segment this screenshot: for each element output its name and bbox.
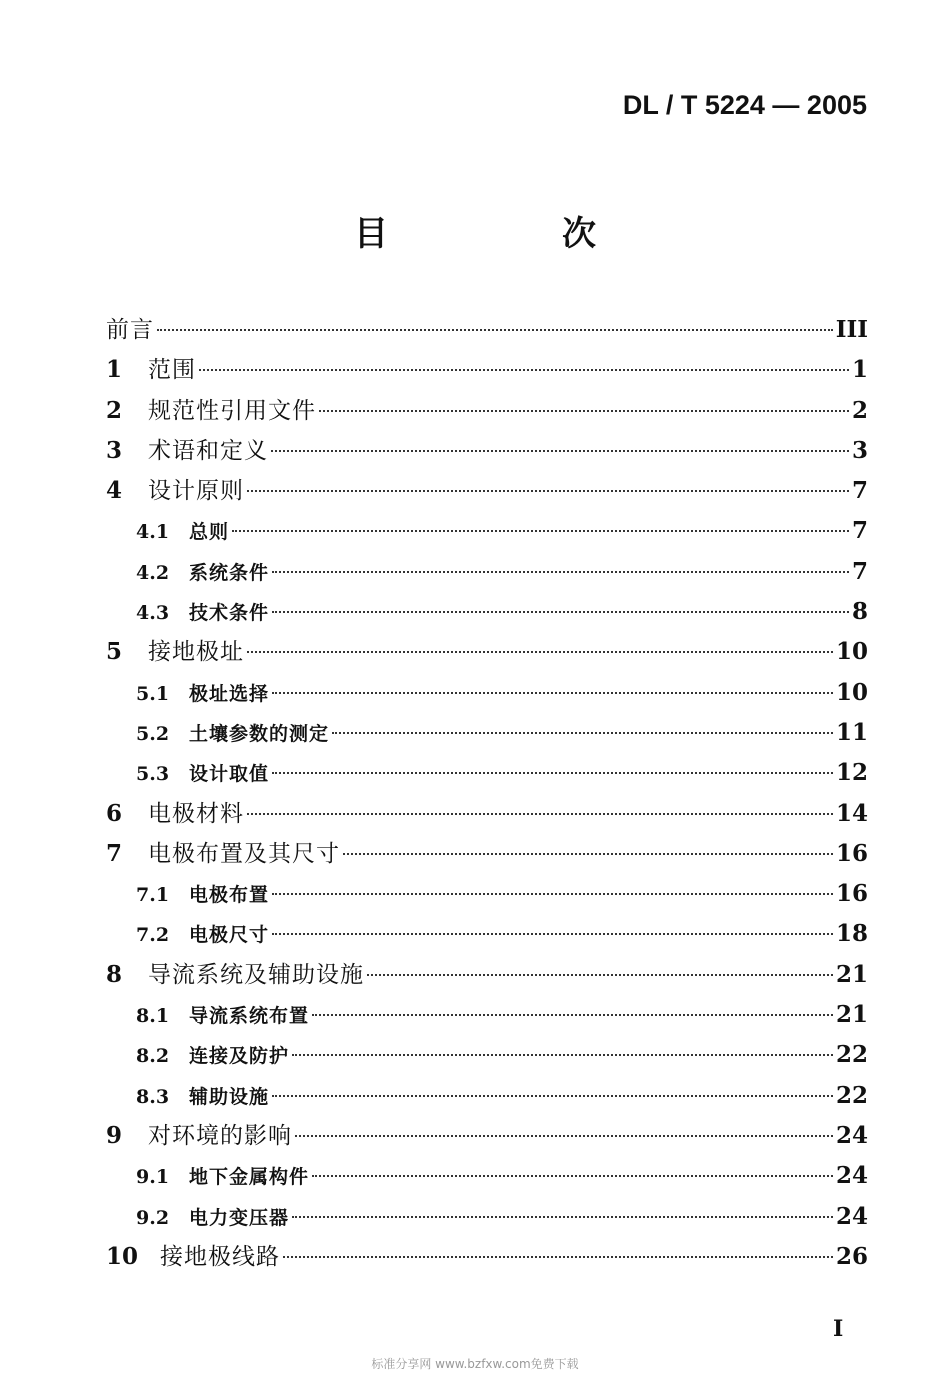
toc-entry-number: 4.1 <box>136 521 170 544</box>
dot-leader <box>247 490 849 492</box>
toc-entry-label: 极址选择 <box>189 682 270 705</box>
dot-leader <box>199 369 849 371</box>
dot-leader <box>272 1095 833 1097</box>
toc-entry[interactable] <box>106 391 868 431</box>
toc-entry-page: 8 <box>851 598 868 626</box>
toc-entry[interactable] <box>106 713 868 753</box>
toc-entry[interactable] <box>106 1076 868 1116</box>
toc-entry-number: 8.2 <box>136 1045 170 1068</box>
toc-entry[interactable] <box>106 1116 868 1156</box>
toc-entry[interactable] <box>106 350 868 390</box>
toc-entry-label: 电极尺寸 <box>189 924 270 947</box>
dot-leader <box>312 1175 833 1177</box>
toc-entry-number: 7.2 <box>136 924 170 947</box>
toc-entry-number: 7 <box>106 839 123 867</box>
dot-leader <box>272 611 849 613</box>
toc-entry-page: 24 <box>835 1202 868 1230</box>
toc-entry-label: 总则 <box>189 521 230 544</box>
dot-leader <box>272 893 833 895</box>
toc-entry-label: 系统条件 <box>189 561 270 584</box>
toc-entry-label: 规范性引用文件 <box>148 397 316 424</box>
toc-entry-page: 2 <box>851 396 868 424</box>
toc-title: 目 次 <box>354 214 666 254</box>
dot-leader <box>247 651 833 653</box>
toc-entry-number: 9.2 <box>136 1206 170 1229</box>
toc-entry-number: 5.2 <box>136 722 170 745</box>
dot-leader <box>272 772 833 774</box>
toc-entry[interactable] <box>106 1156 868 1196</box>
toc-entry-label: 接地极址 <box>148 639 244 666</box>
toc-entry[interactable] <box>106 794 868 834</box>
toc-entry-label: 地下金属构件 <box>189 1166 310 1189</box>
toc-entry-label: 导流系统及辅助设施 <box>148 961 364 988</box>
toc-entry-page: 24 <box>835 1121 868 1149</box>
document-code: DL / T 5224 — 2005 <box>622 90 867 120</box>
toc-entry-label: 对环境的影响 <box>148 1122 292 1149</box>
dot-leader <box>292 1216 833 1218</box>
toc-entry-number: 2 <box>106 396 123 424</box>
toc-entry-page: 22 <box>835 1081 868 1109</box>
dot-leader <box>271 450 849 452</box>
page-number: I <box>833 1316 844 1342</box>
toc-entry-page: 11 <box>835 718 868 746</box>
toc-entry-page: 3 <box>851 436 868 464</box>
toc-entry-number: 4.3 <box>136 602 170 625</box>
toc-entry-page: 21 <box>835 960 868 988</box>
toc-entry-label: 导流系统布置 <box>189 1005 310 1028</box>
toc-entry-number: 7.1 <box>136 884 170 907</box>
toc-entry-page: 16 <box>835 880 868 908</box>
toc-entry-page: 14 <box>835 799 868 827</box>
toc-entry-page: 21 <box>835 1001 868 1029</box>
watermark: 标准分享网 www.bzfxw.com免费下载 <box>371 1357 579 1371</box>
toc-entry-number: 10 <box>106 1242 139 1270</box>
toc-entry[interactable] <box>106 511 868 551</box>
toc-entry-label: 辅助设施 <box>189 1085 270 1108</box>
toc-entry-label: 设计取值 <box>189 763 270 786</box>
toc-entry[interactable] <box>106 471 868 511</box>
dot-leader <box>295 1135 833 1137</box>
toc-entry-label: 范围 <box>148 357 196 384</box>
toc-entry-number: 9.1 <box>136 1166 170 1189</box>
dot-leader <box>232 530 849 532</box>
toc-entry-number: 6 <box>106 799 123 827</box>
dot-leader <box>157 329 833 331</box>
toc-entry[interactable] <box>106 592 868 632</box>
dot-leader <box>312 1014 833 1016</box>
toc-entry-page: 22 <box>835 1041 868 1069</box>
toc-entry-label: 技术条件 <box>189 602 270 625</box>
dot-leader <box>272 571 849 573</box>
toc-entry-number: 3 <box>106 436 123 464</box>
toc-entry-number: 5.1 <box>136 682 170 705</box>
dot-leader <box>332 732 833 734</box>
toc-entry-page: III <box>835 316 868 343</box>
toc-entry[interactable] <box>106 874 868 914</box>
toc-entry-number: 4.2 <box>136 561 170 584</box>
dot-leader <box>272 933 833 935</box>
toc-entry-page: 18 <box>835 920 868 948</box>
toc-entry-number: 1 <box>106 356 123 384</box>
toc-entry[interactable] <box>106 310 868 350</box>
dot-leader <box>247 813 833 815</box>
dot-leader <box>292 1054 833 1056</box>
toc-entry-number: 8.1 <box>136 1005 170 1028</box>
toc-entry-label: 电力变压器 <box>189 1206 290 1229</box>
toc-entry-label: 前言 <box>106 317 154 343</box>
toc-entry-page: 10 <box>835 638 868 666</box>
toc-entry[interactable] <box>106 834 868 874</box>
toc-entry-number: 9 <box>106 1121 123 1149</box>
toc-entry-label: 电极布置 <box>189 884 270 907</box>
toc-entry[interactable] <box>106 552 868 592</box>
toc-entry-page: 7 <box>851 557 868 585</box>
dot-leader <box>319 410 849 412</box>
toc-entry-label: 接地极线路 <box>160 1243 280 1270</box>
toc-entry[interactable] <box>106 753 868 793</box>
toc-entry[interactable] <box>106 995 868 1035</box>
toc-entry[interactable] <box>106 1197 868 1237</box>
toc-entry-number: 5 <box>106 638 123 666</box>
dot-leader <box>343 853 833 855</box>
toc-entry[interactable] <box>106 1035 868 1075</box>
toc-entry[interactable] <box>106 914 868 954</box>
toc-entry-label: 术语和定义 <box>148 437 268 464</box>
toc-entry-label: 连接及防护 <box>189 1045 290 1068</box>
toc-entry[interactable] <box>106 1237 868 1277</box>
toc-entry-page: 1 <box>851 356 868 384</box>
toc-entry-page: 12 <box>835 759 868 787</box>
toc-entry[interactable] <box>106 632 868 672</box>
dot-leader <box>367 974 833 976</box>
toc-entry[interactable] <box>106 431 868 471</box>
dot-leader <box>283 1256 833 1258</box>
toc-entry[interactable] <box>106 673 868 713</box>
table-of-contents <box>106 310 868 1277</box>
toc-entry-label: 设计原则 <box>148 478 244 505</box>
toc-entry[interactable] <box>106 955 868 995</box>
toc-entry-label: 电极材料 <box>148 800 244 827</box>
toc-entry-number: 4 <box>106 477 123 505</box>
toc-entry-number: 8.3 <box>136 1085 170 1108</box>
toc-entry-page: 7 <box>851 517 868 545</box>
toc-entry-page: 26 <box>835 1242 868 1270</box>
toc-entry-label: 土壤参数的测定 <box>189 722 330 745</box>
toc-entry-page: 16 <box>835 839 868 867</box>
toc-entry-number: 5.3 <box>136 763 170 786</box>
toc-entry-number: 8 <box>106 960 123 988</box>
toc-entry-page: 10 <box>835 678 868 706</box>
dot-leader <box>272 692 833 694</box>
toc-entry-page: 7 <box>851 477 868 505</box>
toc-entry-page: 24 <box>835 1162 868 1190</box>
toc-entry-label: 电极布置及其尺寸 <box>148 840 340 867</box>
